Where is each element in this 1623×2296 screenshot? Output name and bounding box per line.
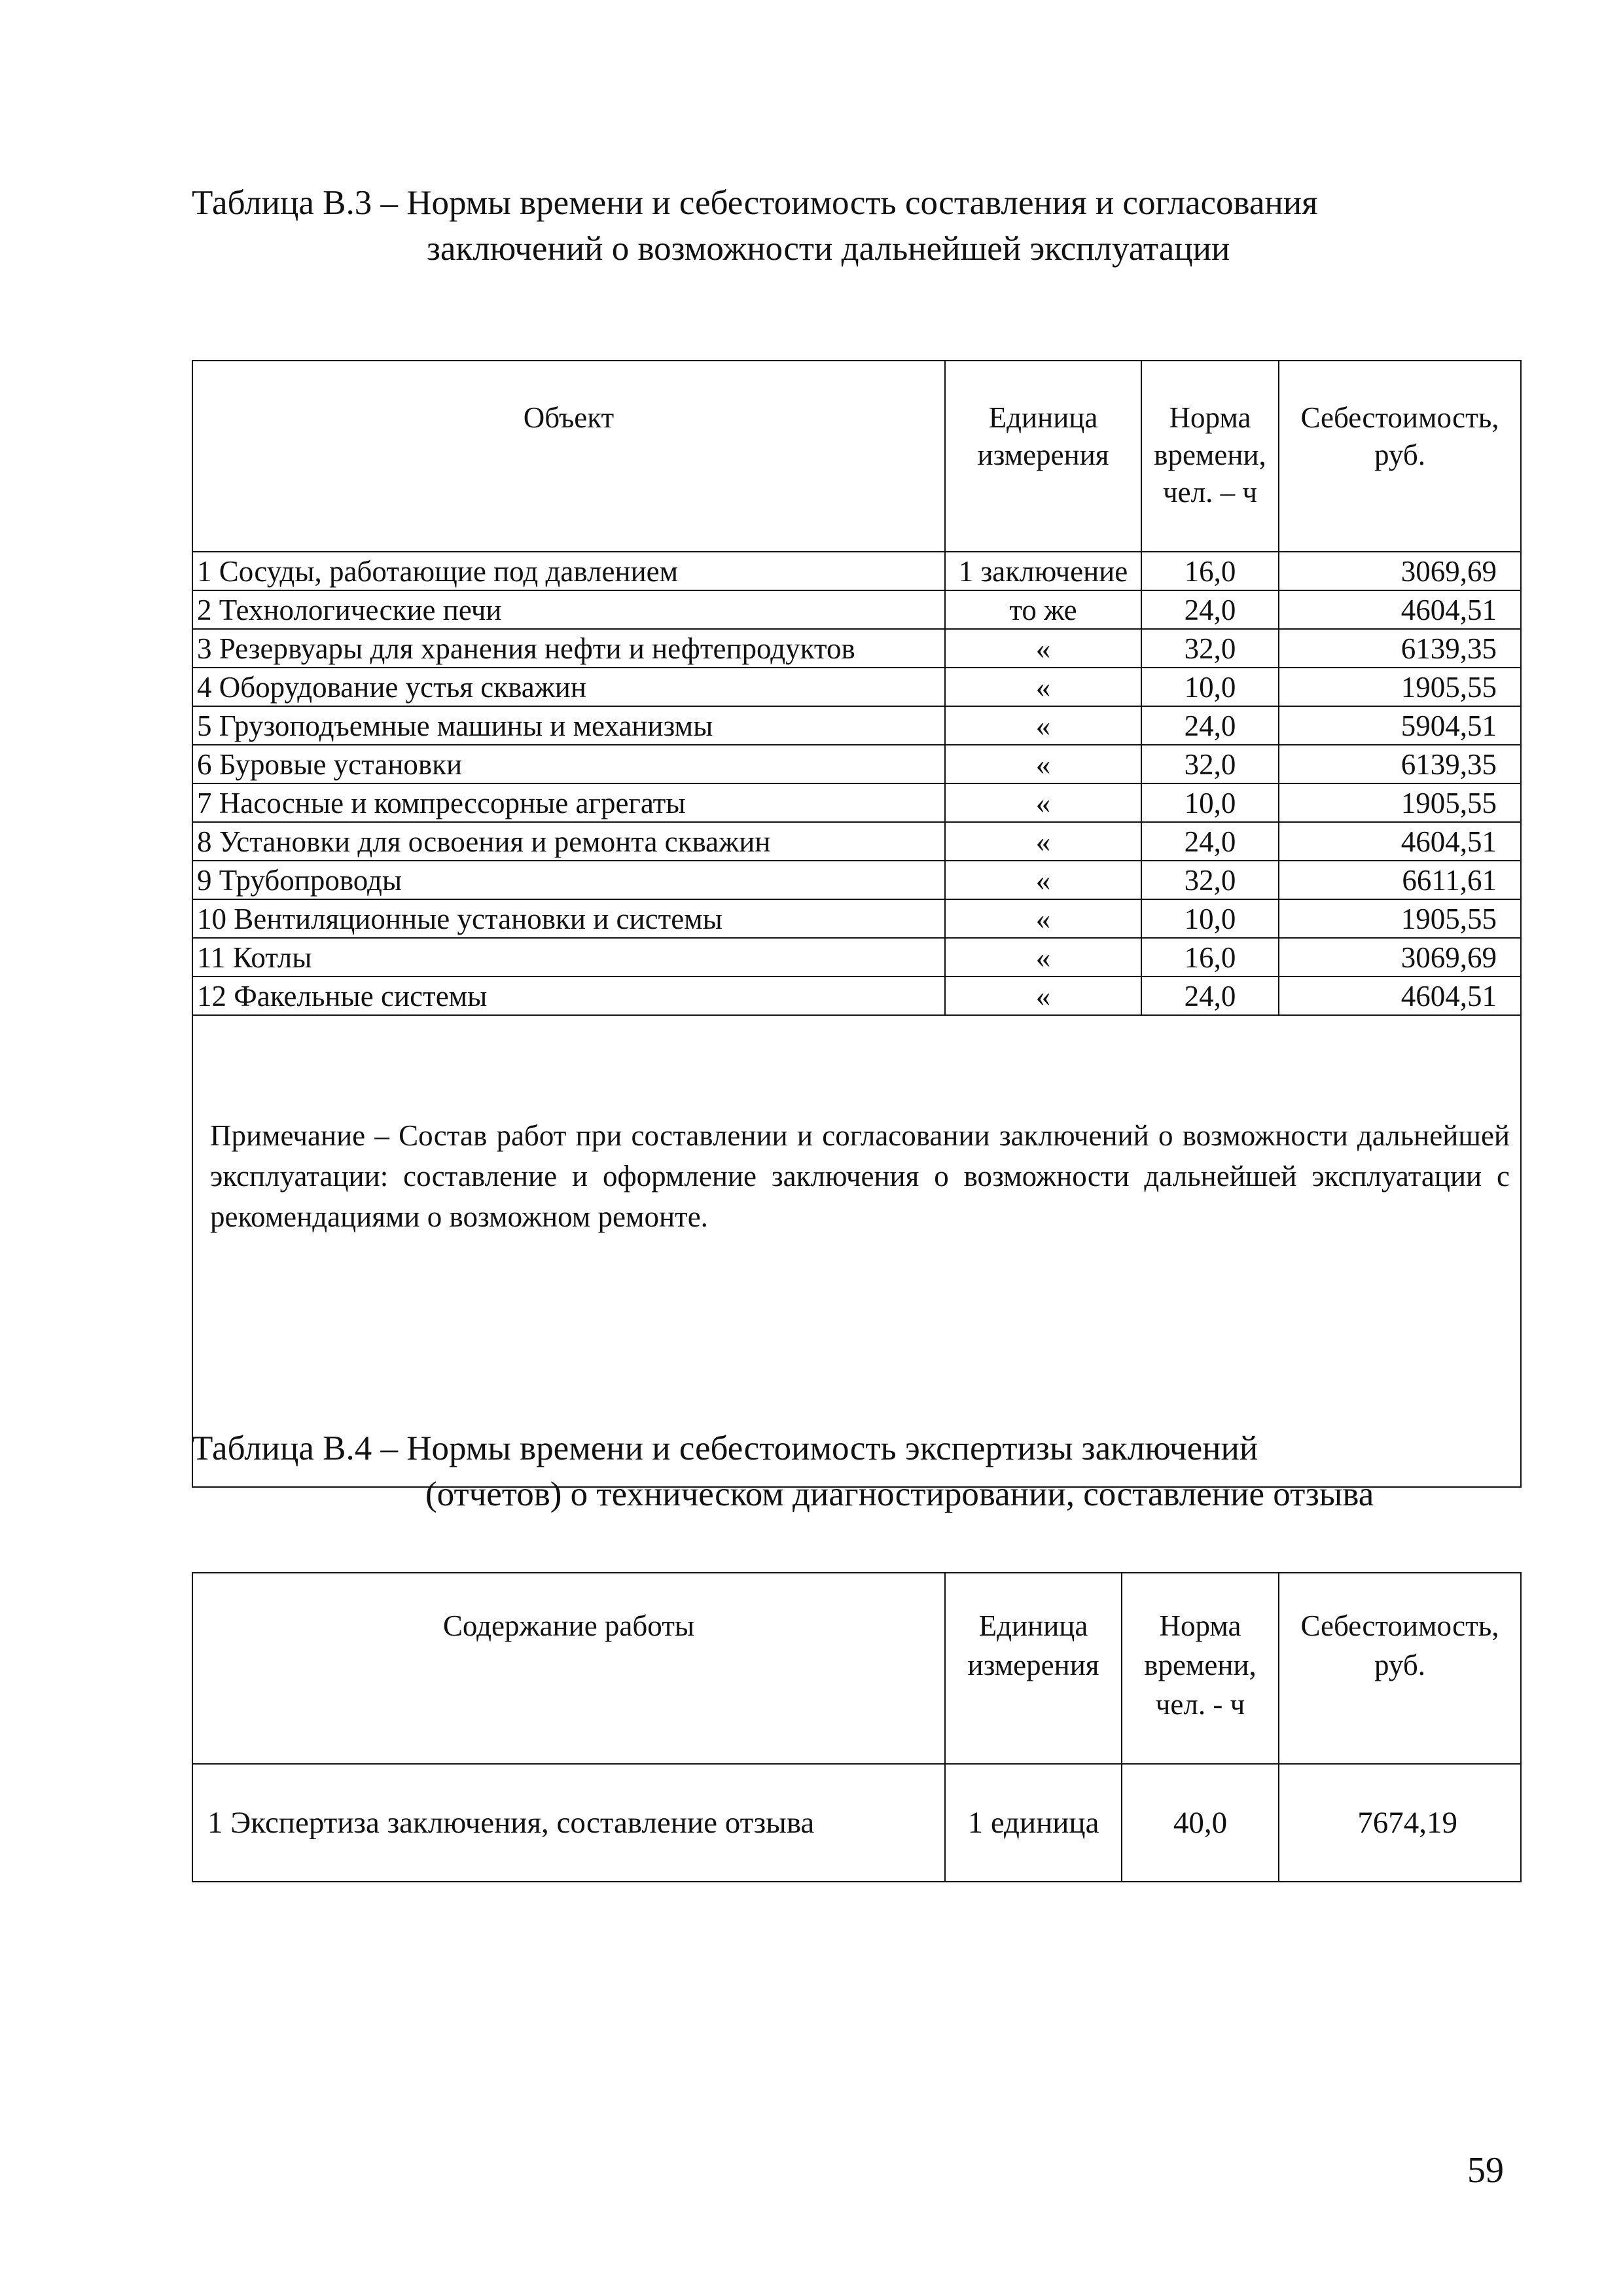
table-b4-cell-norm: 40,0	[1122, 1764, 1279, 1882]
table-b3-note: Примечание – Состав работ при составлении и согласовании заключений о возможности дальнейшей эксплуатации: составление и оформление заключения о возможности дальнейшей эксплуатации с рекомендациями о возможном ремонте.	[210, 1119, 1510, 1233]
table-b4-caption-line2: (отчетов) о техническом диагностировании, составление отзыва	[425, 1475, 1374, 1513]
table-b3-note-cell	[192, 1015, 1521, 1487]
table-b3-cell-unit: «	[945, 668, 1141, 706]
table-b3-cell-object: 9 Трубопроводы	[192, 861, 945, 899]
table-b3-cell-norm: 32,0	[1141, 861, 1279, 899]
table-b4-cell-cost: 7674,19	[1279, 1764, 1521, 1882]
table-b3-cell-cost: 4604,51	[1279, 590, 1521, 629]
table-b3	[192, 360, 1522, 1488]
table-b4-caption-line1: Таблица В.4 – Нормы времени и себестоимость экспертизы заключений	[192, 1429, 1258, 1467]
table-row	[192, 668, 1521, 706]
table-b3-cell-object: 12 Факельные системы	[192, 977, 945, 1015]
table-b3-cell-unit: «	[945, 783, 1141, 822]
page-number: 59	[1467, 2150, 1504, 2191]
table-row	[192, 938, 1521, 977]
table-b4-header-cost: Себестоимость, руб.	[1279, 1573, 1521, 1764]
table-b4	[192, 1572, 1522, 1882]
table-b3-cell-cost: 5904,51	[1279, 706, 1521, 745]
table-b3-caption-line1: Таблица В.3 – Нормы времени и себестоимость составления и согласования	[192, 184, 1318, 222]
table-b3-header-object: Объект	[192, 361, 945, 552]
table-b3-cell-object: 7 Насосные и компрессорные агрегаты	[192, 783, 945, 822]
table-b4-cell-unit: 1 единица	[945, 1764, 1122, 1882]
table-b3-cell-object: 10 Вентиляционные установки и системы	[192, 899, 945, 938]
table-row	[192, 977, 1521, 1015]
table-b4-header-work: Содержание работы	[192, 1573, 945, 1764]
table-b3-cell-unit: «	[945, 977, 1141, 1015]
table-b3-cell-unit: «	[945, 822, 1141, 861]
table-b3-cell-norm: 32,0	[1141, 629, 1279, 668]
table-b3-cell-cost: 3069,69	[1279, 938, 1521, 977]
table-row	[192, 706, 1521, 745]
table-b3-cell-norm: 24,0	[1141, 822, 1279, 861]
table-b4-cell-work: 1 Экспертиза заключения, составление отзыва	[192, 1764, 945, 1882]
table-b3-cell-unit: «	[945, 706, 1141, 745]
table-b3-note-row	[192, 1015, 1521, 1487]
table-b3-cell-cost: 1905,55	[1279, 783, 1521, 822]
table-b3-cell-norm: 16,0	[1141, 552, 1279, 590]
table-b3-cell-cost: 4604,51	[1279, 977, 1521, 1015]
table-b3-header-norm: Норма времени, чел. – ч	[1141, 361, 1279, 552]
table-b3-cell-unit: «	[945, 938, 1141, 977]
table-b3-cell-cost: 6139,35	[1279, 629, 1521, 668]
table-b3-cell-norm: 32,0	[1141, 745, 1279, 783]
table-b3-cell-cost: 3069,69	[1279, 552, 1521, 590]
table-b3-cell-cost: 1905,55	[1279, 899, 1521, 938]
table-b3-header-unit: Единица измерения	[945, 361, 1141, 552]
table-b3-header-cost: Себестоимость, руб.	[1279, 361, 1521, 552]
table-b3-cell-cost: 1905,55	[1279, 668, 1521, 706]
table-b3-cell-object: 11 Котлы	[192, 938, 945, 977]
table-row	[192, 899, 1521, 938]
table-row	[192, 590, 1521, 629]
table-row	[192, 552, 1521, 590]
table-b3-cell-cost: 6611,61	[1279, 861, 1521, 899]
table-b3-cell-unit: то же	[945, 590, 1141, 629]
table-b3-cell-object: 2 Технологические печи	[192, 590, 945, 629]
table-row	[192, 822, 1521, 861]
table-b3-cell-norm: 10,0	[1141, 899, 1279, 938]
table-b3-cell-norm: 24,0	[1141, 977, 1279, 1015]
table-row	[192, 861, 1521, 899]
table-row	[192, 1764, 1521, 1882]
table-b3-cell-norm: 24,0	[1141, 590, 1279, 629]
table-b3-caption-line2: заключений о возможности дальнейшей эксплуатации	[427, 230, 1230, 268]
table-b3-cell-object: 6 Буровые установки	[192, 745, 945, 783]
table-b3-cell-object: 1 Сосуды, работающие под давлением	[192, 552, 945, 590]
table-b3-cell-object: 3 Резервуары для хранения нефти и нефтепродуктов	[192, 629, 945, 668]
table-b3-cell-norm: 10,0	[1141, 783, 1279, 822]
table-b3-cell-norm: 16,0	[1141, 938, 1279, 977]
table-b4-header-unit: Единица измерения	[945, 1573, 1122, 1764]
table-b3-cell-object: 5 Грузоподъемные машины и механизмы	[192, 706, 945, 745]
table-row	[192, 745, 1521, 783]
table-b3-cell-object: 4 Оборудование устья скважин	[192, 668, 945, 706]
table-b3-cell-object: 8 Установки для освоения и ремонта скважин	[192, 822, 945, 861]
table-row	[192, 783, 1521, 822]
table-b3-cell-unit: «	[945, 629, 1141, 668]
table-row	[192, 629, 1521, 668]
table-b3-cell-cost: 6139,35	[1279, 745, 1521, 783]
table-b3-cell-unit: 1 заключение	[945, 552, 1141, 590]
table-b4-header-norm: Норма времени, чел. - ч	[1122, 1573, 1279, 1764]
table-b3-cell-unit: «	[945, 899, 1141, 938]
table-b3-cell-cost: 4604,51	[1279, 822, 1521, 861]
table-b3-cell-unit: «	[945, 861, 1141, 899]
table-b3-cell-norm: 24,0	[1141, 706, 1279, 745]
table-b3-cell-unit: «	[945, 745, 1141, 783]
table-b3-cell-norm: 10,0	[1141, 668, 1279, 706]
